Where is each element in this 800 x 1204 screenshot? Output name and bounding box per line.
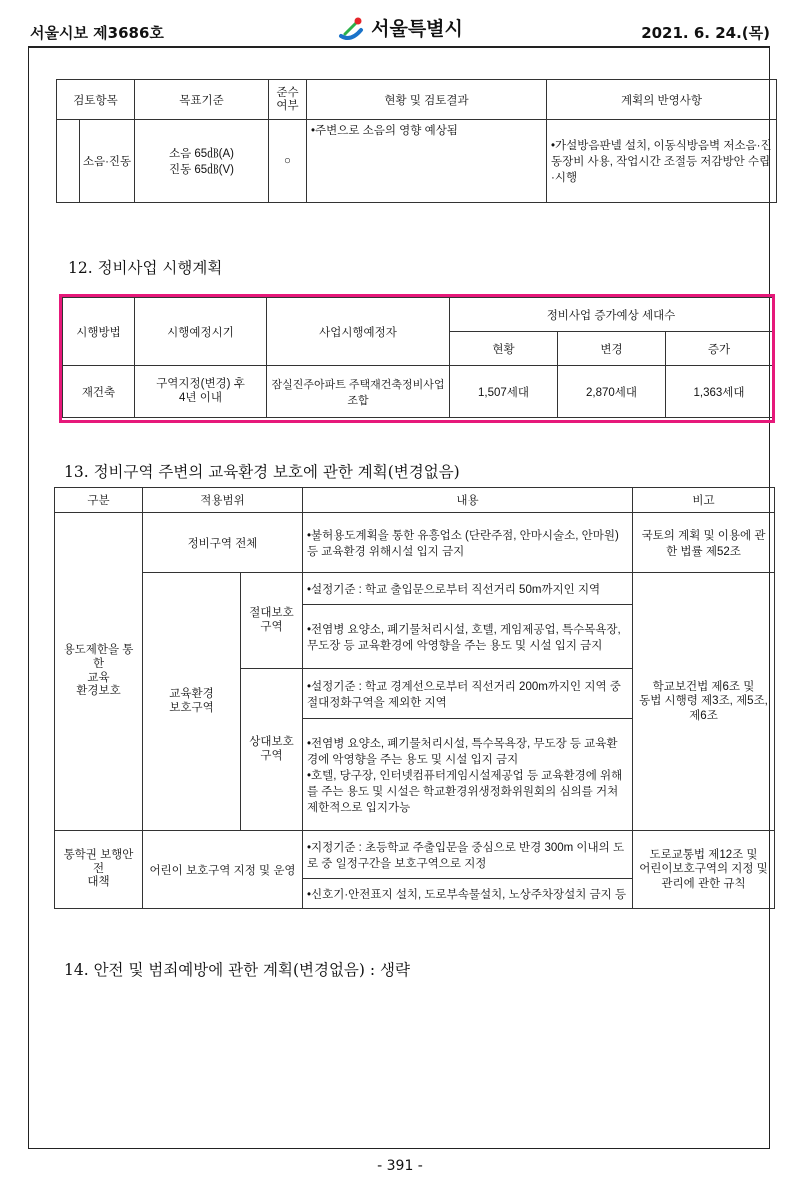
plan-method: 재건축 xyxy=(63,366,135,418)
plan-current: 1,507세대 xyxy=(450,366,558,418)
header-content: 내용 xyxy=(303,488,633,513)
review-table xyxy=(56,79,777,203)
col-header-status: 현황 및 검토결과 xyxy=(307,80,547,120)
scope-child-zone: 어린이 보호구역 지정 및 운영 xyxy=(143,831,303,909)
absolute-zone: 절대보호 구역 xyxy=(241,573,303,669)
publish-date: 2021. 6. 24.(목) xyxy=(641,24,770,42)
col-header-target: 목표기준 xyxy=(135,80,269,120)
header-method: 시행방법 xyxy=(63,298,135,366)
header-current: 현황 xyxy=(450,332,558,366)
relative-zone-restriction-a: •전염병 요양소, 폐기물처리시설, 특수목욕장, 무도장 등 교육환경에 악영향을 주는 용도 및 시설 입지 금지 xyxy=(307,737,618,766)
relative-zone-criteria: •설정기준 : 학교 경계선으로부터 직선거리 200m까지인 지역 중 절대정화구역을 제외한 지역 xyxy=(303,669,633,719)
review-reflect: •가설방음판넬 설치, 이동식방음벽 저소음·진동장비 사용, 작업시간 조절등 저감방안 수립·시행 xyxy=(547,120,777,203)
category-school-route: 통학권 보행안전 대책 xyxy=(55,831,143,909)
plan-period: 구역지정(변경) 후 4년 이내 xyxy=(135,366,267,418)
relative-zone-restriction xyxy=(303,719,633,831)
review-status: •주변으로 소음의 영향 예상됨 xyxy=(307,120,547,203)
header-note: 비고 xyxy=(633,488,775,513)
education-env-table xyxy=(54,487,775,909)
header-period: 시행예정시기 xyxy=(135,298,267,366)
relative-zone: 상대보호 구역 xyxy=(241,669,303,831)
page-number: - 391 - xyxy=(377,1158,423,1174)
child-zone-measures: •신호기·안전표지 설치, 도로부속물설치, 노상주차장설치 금지 등 xyxy=(303,879,633,909)
review-target: 소음 65㏈(A) 진동 65㏈(V) xyxy=(135,120,269,203)
review-item-label: 소음·진동 xyxy=(82,156,132,168)
plan-operator: 잠실진주아파트 주택재건축정비사업조합 xyxy=(267,366,450,418)
section12-title: 12. 정비사업 시행계획 xyxy=(68,259,223,277)
header-operator: 사업시행예정자 xyxy=(267,298,450,366)
col-header-item: 검토항목 xyxy=(57,80,135,120)
col-header-comply: 준수 여부 xyxy=(269,80,307,120)
col-header-reflect: 계획의 반영사항 xyxy=(547,80,777,120)
city-name: 서울특별시 xyxy=(371,18,463,40)
section13-title: 13. 정비구역 주변의 교육환경 보호에 관한 계획(변경없음) xyxy=(64,463,460,481)
note-child-zone: 도로교통법 제12조 및 어린이보호구역의 지정 및 관리에 관한 규칙 xyxy=(633,831,775,909)
scope-edu-zone: 교육환경 보호구역 xyxy=(143,573,241,831)
highlight-box xyxy=(59,294,775,423)
header-category: 구분 xyxy=(55,488,143,513)
content-entire-zone: •불허용도계획을 통한 유흥업소 (단란주점, 안마시술소, 안마원)등 교육환경 위해시설 입지 금지 xyxy=(303,513,633,573)
plan-increase: 1,363세대 xyxy=(666,366,773,418)
note-entire-zone: 국토의 계획 및 이용에 관한 법률 제52조 xyxy=(633,513,775,573)
review-item xyxy=(57,120,135,203)
absolute-zone-criteria: •설정기준 : 학교 출입문으로부터 직선거리 50m까지인 지역 xyxy=(303,573,633,605)
review-comply: ○ xyxy=(269,120,307,203)
absolute-zone-restriction: •전염병 요양소, 폐기물처리시설, 호텔, 게임제공업, 특수목욕장, 무도장 등 교육환경에 악영향을 주는 용도 및 시설 입지 금지 xyxy=(303,605,633,669)
header-households: 정비사업 증가예상 세대수 xyxy=(450,298,773,332)
seoul-logo-icon xyxy=(337,16,367,44)
header-increase: 증가 xyxy=(666,332,773,366)
child-zone-criteria: •지정기준 : 초등학교 주출입문을 중심으로 반경 300m 이내의 도로 중 일정구간을 보호구역으로 지정 xyxy=(303,831,633,879)
note-edu-zone: 학교보건법 제6조 및 동법 시행령 제3조, 제5조, 제6조 xyxy=(633,573,775,831)
header-change: 변경 xyxy=(558,332,666,366)
section14-title: 14. 안전 및 범죄예방에 관한 계획(변경없음) : 생략 xyxy=(64,961,410,979)
plan-change: 2,870세대 xyxy=(558,366,666,418)
relative-zone-restriction-b: •호텔, 당구장, 인터넷컴퓨터게임시설제공업 등 교육환경에 위해를 주는 용도 및 시설은 학교환경위생정화위원회의 심의를 거쳐 제한적으로 입지가능 xyxy=(307,769,623,814)
bulletin-issue: 서울시보 제3686호 xyxy=(30,24,164,42)
header-scope: 적용범위 xyxy=(143,488,303,513)
category-use-restriction: 용도제한을 통한 교육 환경보호 xyxy=(55,513,143,831)
scope-entire-zone: 정비구역 전체 xyxy=(143,513,303,573)
